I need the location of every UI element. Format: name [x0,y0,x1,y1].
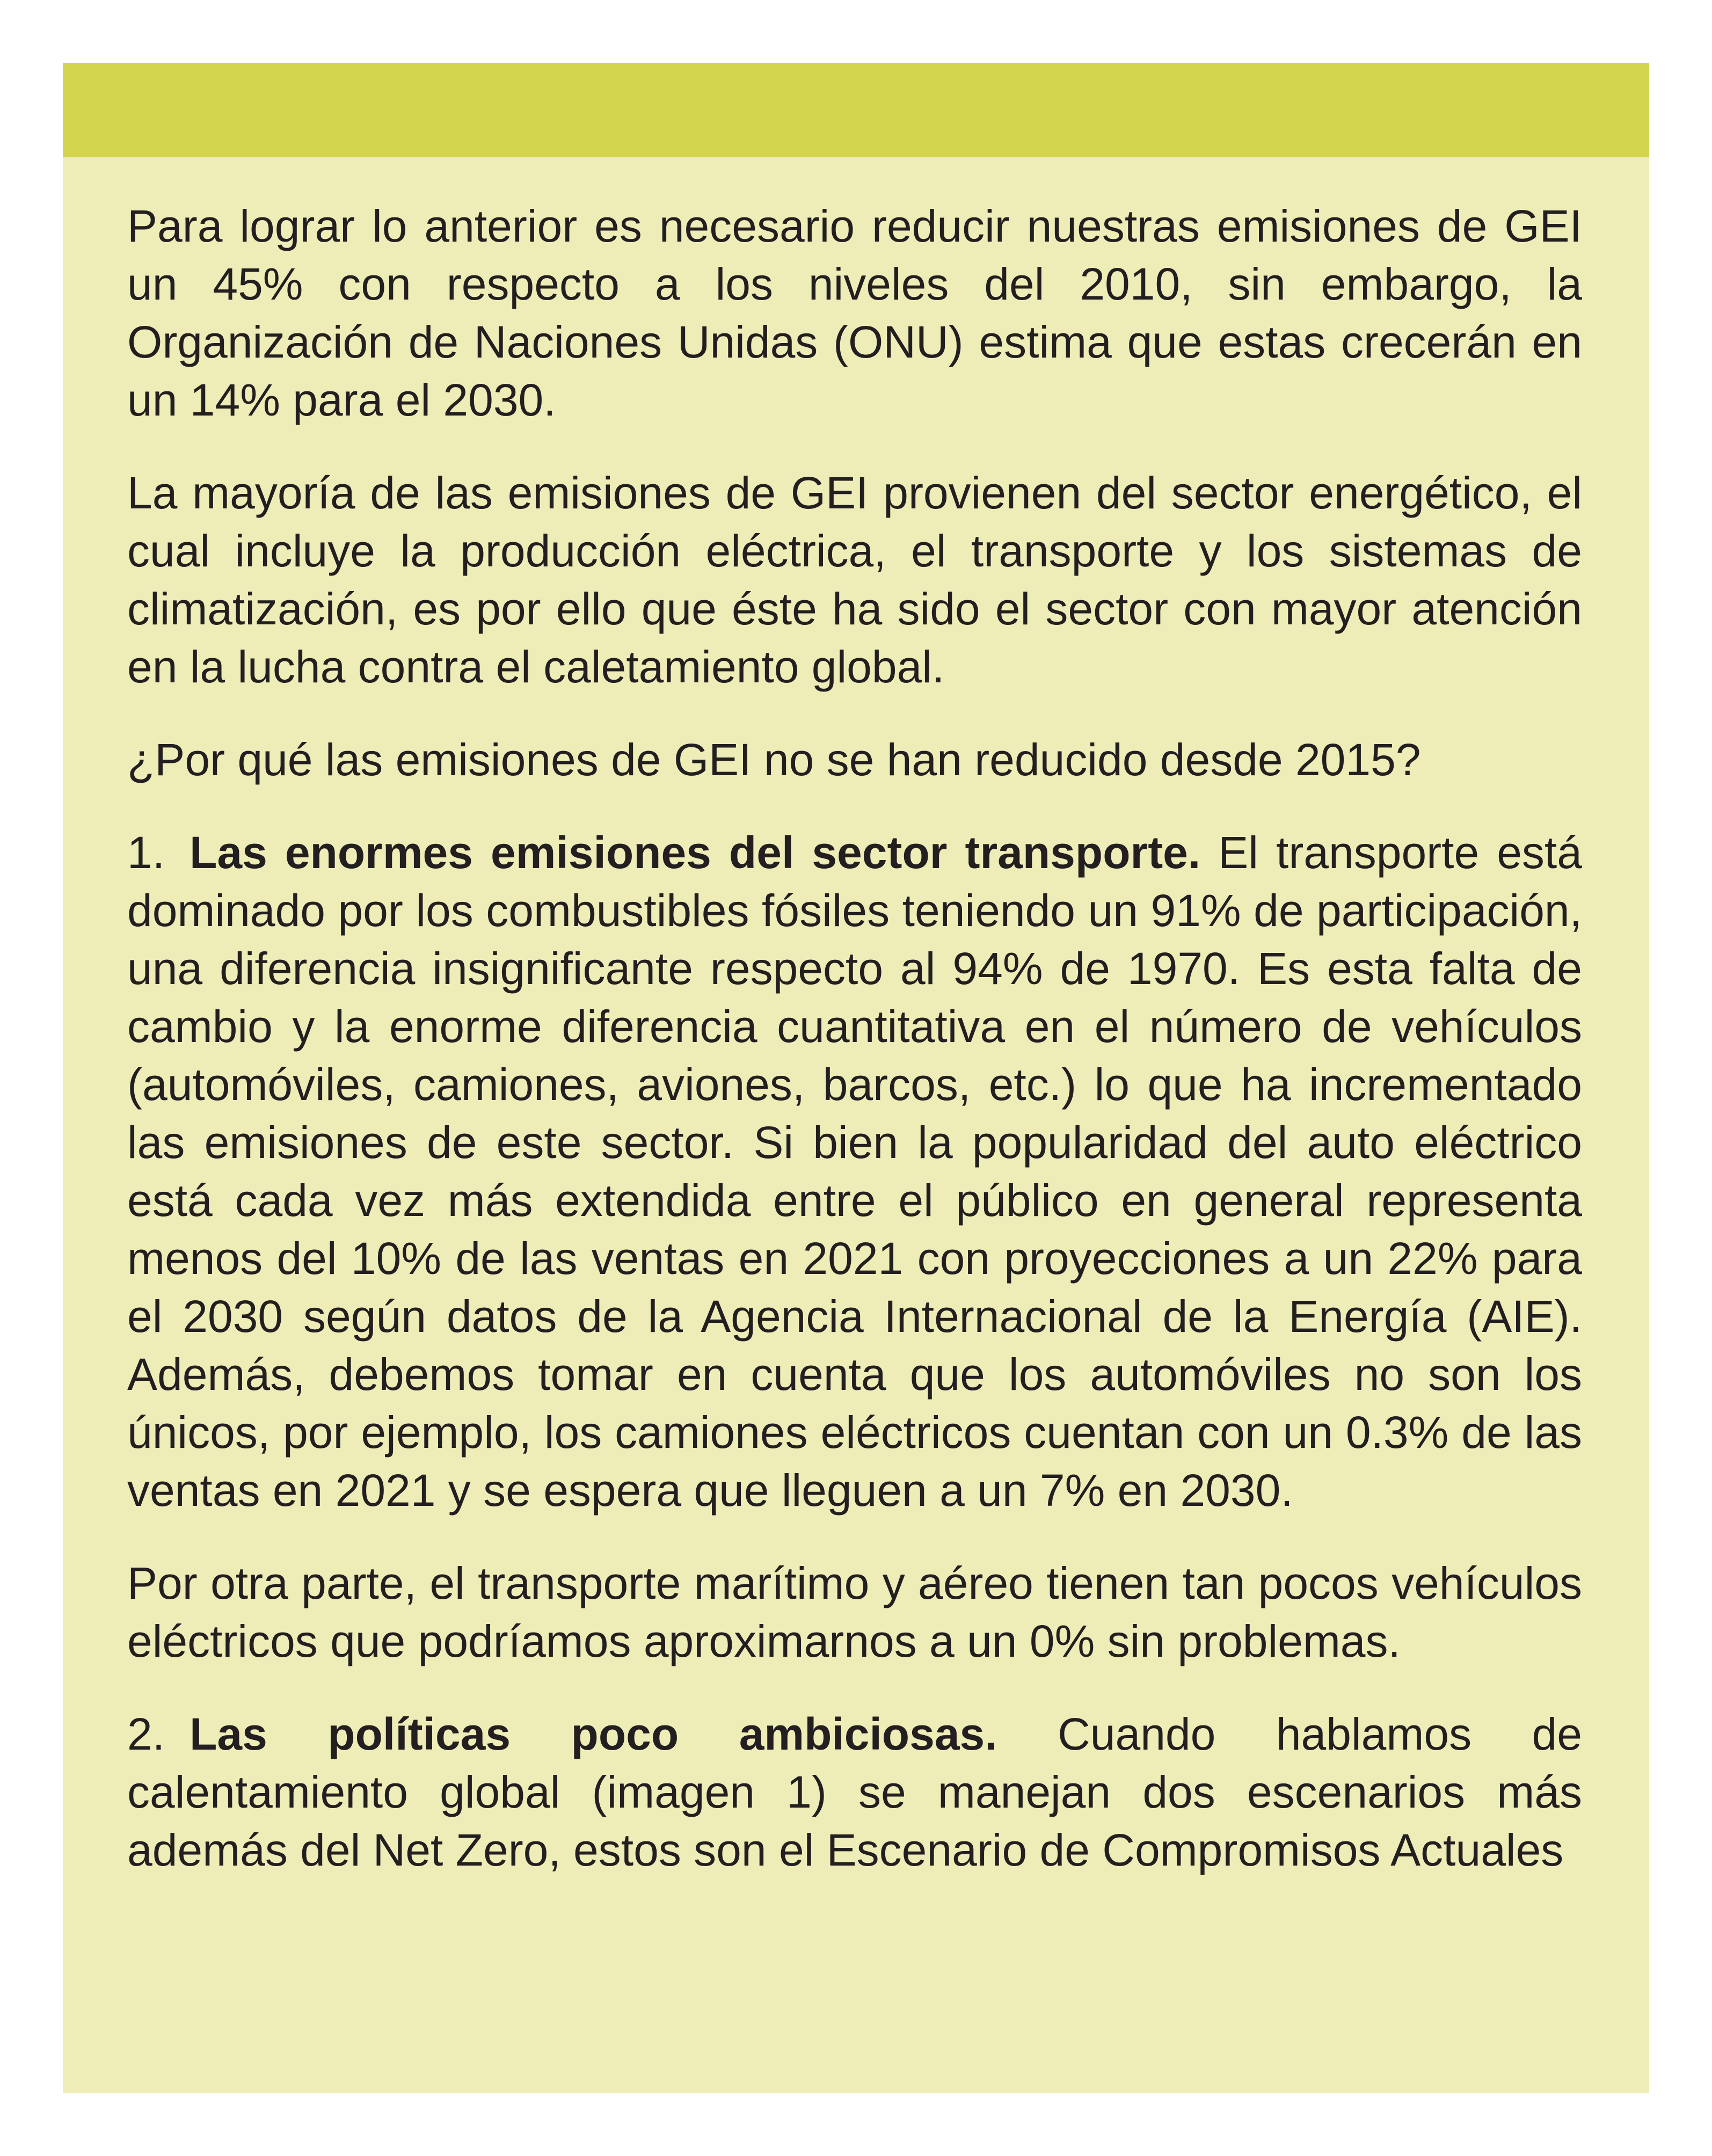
list-item-text: El transporte está dominado por los combustibles fósiles teniendo un 91% de participación, una diferencia insignificante respecto al 94% de 1970. Es esta falta de cambio y la enorme diferencia cuantitativa en el número de vehículos (automóviles, camiones, aviones, barcos, etc.) lo que ha incrementado las emisiones de este sector. Si bien la popularidad del auto eléctrico está cada vez más extendida entre el público en general representa menos del 10% de las ventas en 2021 con proyecciones a un 22% para el 2030 según datos de la Agencia Internacional de la Energía (AIE). Además, debemos tomar en cuenta que los automóviles no son los únicos, por ejemplo, los camiones eléctricos cuentan con un 0.3% de las ventas en 2021 y se espera que lleguen a un 7% en 2030. [127,827,1582,1516]
list-item-2 [127,1705,1582,1879]
paragraph-2: La mayoría de las emisiones de GEI provienen del sector energético, el cual incluye la producción eléctrica, el transporte y los sistemas de climatización, es por ello que éste ha sido el sector con mayor atención en la lucha contra el caletamiento global. [127,468,1582,692]
question-line: ¿Por qué las emisiones de GEI no se han reducido desde 2015? [127,734,1421,785]
paragraph-1: Para lograr lo anterior es necesario reducir nuestras emisiones de GEI un 45% con respecto a los niveles del 2010, sin embargo, la Organización de Naciones Unidas (ONU) estima que estas crecerán en un 14% para el 2030. [127,201,1582,425]
list-item-lead: Las políticas poco ambiciosas. [190,1709,997,1759]
list-item-text: Cuando hablamos de calentamiento global (imagen 1) se manejan dos escenarios más además del Net Zero, estos son el Escenario de Compromisos Actuales [127,1709,1582,1875]
list-item-lead: Las enormes emisiones del sector transporte. [190,827,1201,878]
paragraph-3: Por otra parte, el transporte marítimo y aéreo tienen tan pocos vehículos eléctricos que podríamos aproximarnos a un 0% sin problemas. [127,1558,1582,1666]
list-item-1 [127,824,1582,1519]
article-body [127,197,1582,1914]
list-number: 1. [127,827,165,878]
content-panel [63,63,1649,2093]
list-number: 2. [127,1709,165,1759]
header-bar [63,63,1649,157]
